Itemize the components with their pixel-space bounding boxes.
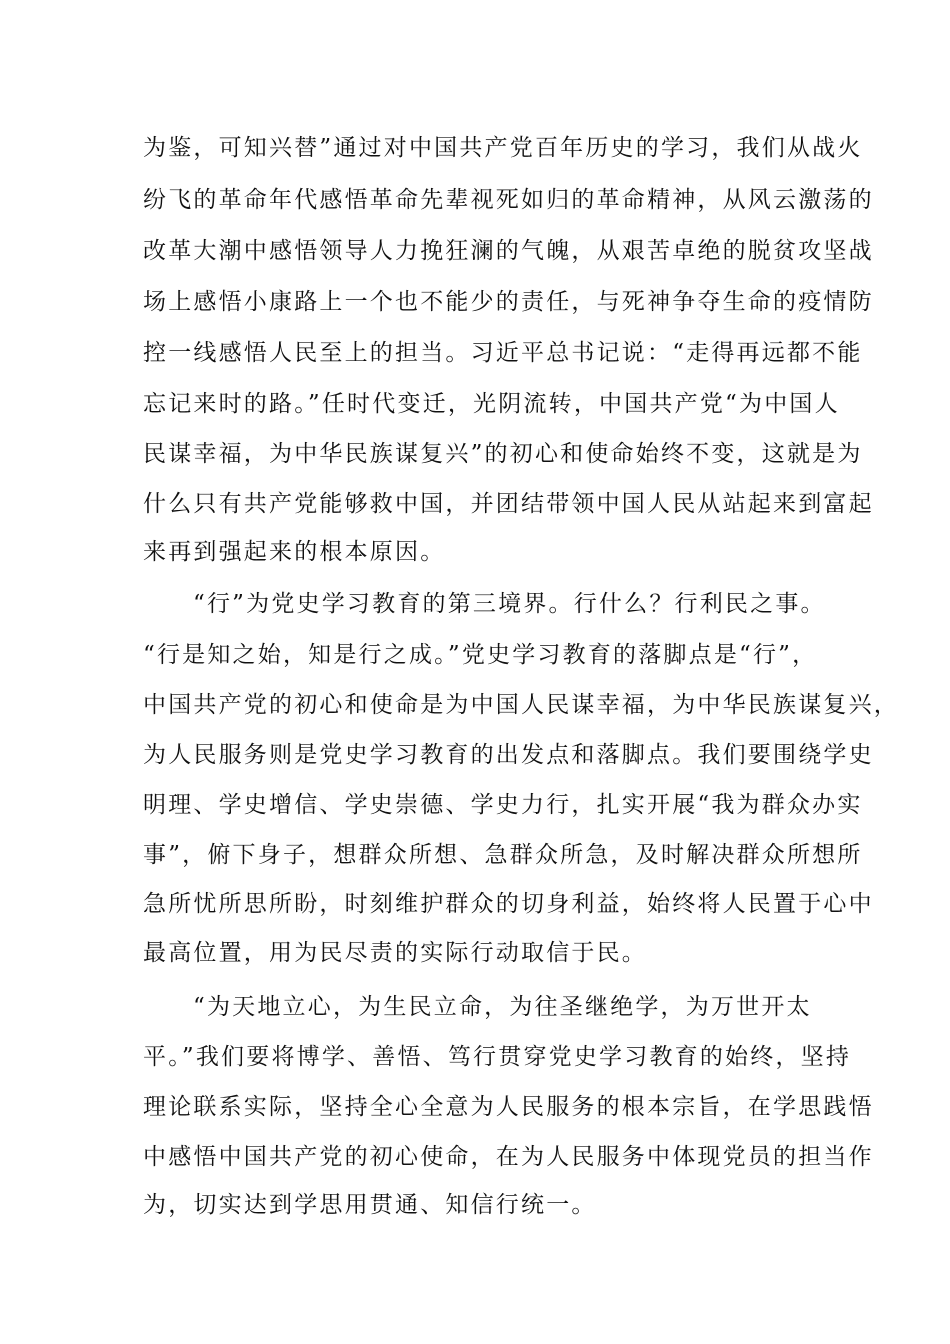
text-line: 民谋幸福，为中华民族谋复兴”的初心和使命始终不变，这就是为 [143,441,863,467]
paragraph-first-line: “行”为党史学习教育的第三境界。行什么？行利民之事。 [193,591,826,617]
paragraph-first-line: “为天地立心，为生民立命，为往圣继绝学，为万世开太 [193,994,812,1020]
text-line: 为，切实达到学思用贯通、知信行统一。 [143,1192,597,1218]
text-line: “行是知之始，知是行之成。”党史学习教育的落脚点是“行”， [143,642,818,668]
text-line: 纷飞的革命年代感悟革命先辈视死如归的革命精神，从风云激荡的 [143,187,874,213]
text-line: 急所忧所思所盼，时刻维护群众的切身利益，始终将人民置于心中 [143,891,874,917]
text-line: 为人民服务则是党史学习教育的出发点和落脚点。我们要围绕学史 [143,742,874,768]
text-line: 控一线感悟人民至上的担当。习近平总书记说：“走得再远都不能 [143,340,863,366]
text-line: 事”，俯下身子，想群众所想、急群众所急，及时解决群众所想所 [143,842,863,868]
text-line: 最高位置，用为民尽责的实际行动取信于民。 [143,940,647,966]
text-line: 什么只有共产党能够救中国，并团结带领中国人民从站起来到富起 [143,491,874,517]
text-line: 忘记来时的路。”任时代变迁，光阴流转，中国共产党“为中国人 [143,391,840,417]
text-line: 理论联系实际，坚持全心全意为人民服务的根本宗旨，在学思践悟 [143,1094,874,1120]
text-line: 明理、学史增信、学史崇德、学史力行，扎实开展“我为群众办实 [143,792,863,818]
text-line: 改革大潮中感悟领导人力挽狂澜的气魄，从艰苦卓绝的脱贫攻坚战 [143,238,874,264]
text-line: 场上感悟小康路上一个也不能少的责任，与死神争夺生命的疫情防 [143,289,874,315]
text-line: 中感悟中国共产党的初心使命，在为人民服务中体现党员的担当作 [143,1144,874,1170]
text-line: 来再到强起来的根本原因。 [143,539,446,565]
text-line: 平。”我们要将博学、善悟、笃行贯穿党史学习教育的始终，坚持 [143,1044,852,1070]
text-line: 为鉴，可知兴替”通过对中国共产党百年历史的学习，我们从战火 [143,135,863,161]
text-line: 中国共产党的初心和使命是为中国人民谋幸福，为中华民族谋复兴， [143,692,899,718]
